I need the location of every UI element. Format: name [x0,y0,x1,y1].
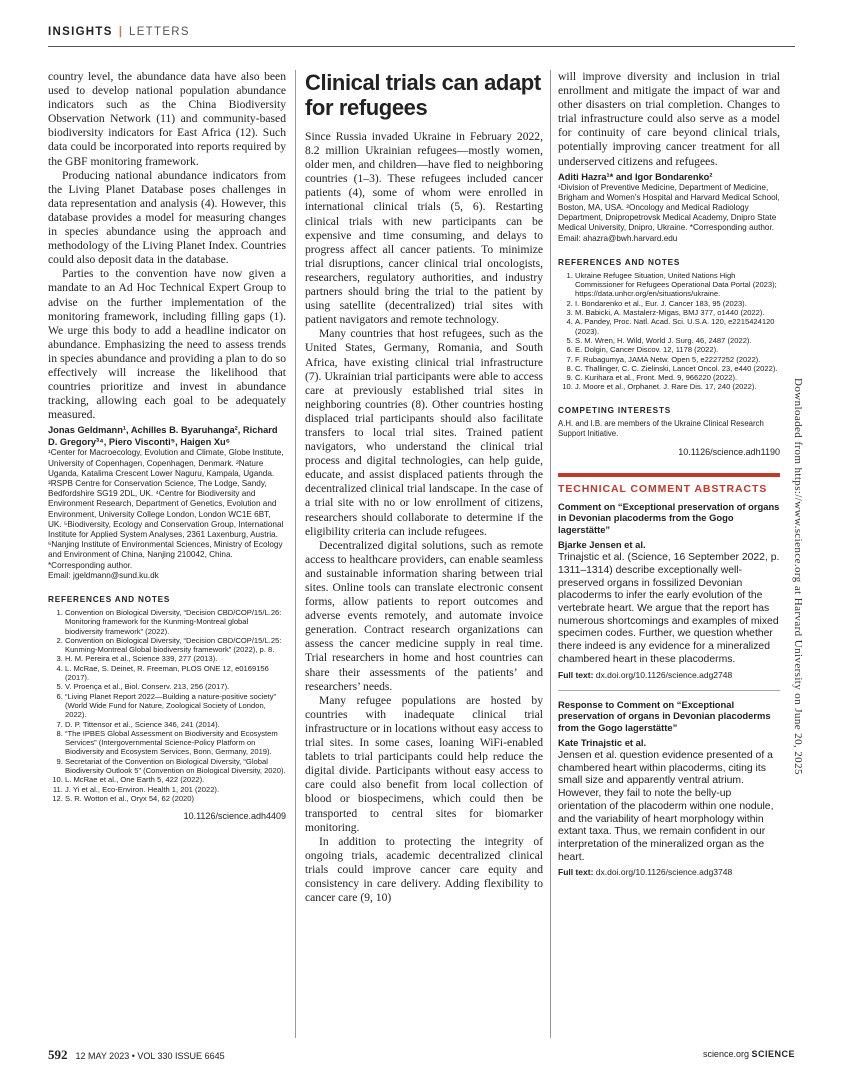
section-header [48,26,190,38]
paragraph: Parties to the convention have now given a mandate to an Ad Hoc Technical Expert Group to advise on the further implementation of the monitoring framework, including filling gaps (1). We urge this body to add a headline indicator on abundance. Emphasizing the need to assess trends in species abundance and providing a plan to do so effectively will increase the likelihood that countries prioritize and invest in abundance tracking, allowing each goal to be adequately measured. [48,267,286,422]
reference-item: 10. L. McRae et al., One Earth 5, 422 (2022). [65,775,286,784]
tca-abstract: Jensen et al. question evidence presented of a chambered heart within placoderms, citing its small size and apparently ventral atrium. However, they fail to note the belly-up orientation of the placoderm within one nodule, and the variability of heart morphology within extant taxa. Thus, we remain confident in our interpretation of the mineralized organ as the heart. [558,750,774,863]
reference-item: 2. I. Bondarenko et al., Eur. J. Cancer 183, 95 (2023). [575,299,780,308]
reference-item: 4. L. McRae, S. Deinet, R. Freeman, PLOS ONE 12, e0169156 (2017). [65,664,286,683]
tca-title: Comment on “Exceptional preservation of organs in Devonian placoderms from the Gogo lagerstätte” [558,500,780,535]
paragraph: Many refugee populations are hosted by countries with inadequate clinical trial infrastructure or in locations without easy access to trial sites. In some cases, loaning WiFi-enabled tablets to trial participants could help reduce the digital divide. Participants without easy access to care could also benefit from local collection of blood or biospecimens, which could then be transported to central sites for biomarker monitoring. [305,693,543,834]
tca-abstract: Trinajstic et al. (Science, 16 September 2022, p. 1311–1314) describe exceptionally well-preserved organs in fossilized Devonian placoderms to infer the early evolution of the vertebrate heart. We argue that the report has numerous shortcomings and examples of mixed specimen codes. Further, we question whether there indeed is any evidence for a mineralized chambered heart in these placoderms. [558,552,780,665]
reference-item: 4. A. Pandey, Proc. Natl. Acad. Sci. U.S.A. 120, e2215424120 (2023). [575,317,780,336]
reference-item: 7. F. Rubagumya, JAMA Netw. Open 5, e2227252 (2022). [575,355,780,364]
tca-author: Bjarke Jensen et al. [558,539,646,551]
column-divider [295,70,296,1038]
paragraph: Decentralized digital solutions, such as remote access to healthcare providers, can enable seamless and sustainable information sharing between trial sites. Online tools can translate electronic consent forms, allow patients to report outcomes and adverse events remotely, and automate invoice generation. Contract research organizations can assess the cancer medicine supply in real time. Trial researchers in home and host countries can share their assessments of the patients’ and researchers’ needs. [305,538,543,693]
full-text-link[interactable]: dx.doi.org/10.1126/science.adg2748 [595,669,733,680]
doi-link[interactable]: 10.1126/science.adh1190 [678,446,780,457]
reference-item: 8. C. Thallinger, C. C. Zielinski, Lancet Oncol. 23, e440 (2022). [575,364,780,373]
issue-info: 12 MAY 2023 • VOL 330 ISSUE 6645 [75,1051,225,1061]
reference-item: 3. H. M. Pereira et al., Science 339, 277 (2013). [65,654,286,663]
header-rule [48,46,795,47]
reference-item: 10. J. Moore et al., Orphanet. J. Rare Dis. 17, 240 (2022). [575,382,780,391]
reference-item: 12. S. R. Wotton et al., Oryx 54, 62 (2020) [65,794,286,803]
reference-item: 6. E. Dolgin, Cancer Discov. 12, 1178 (2022). [575,345,780,354]
reference-item: 7. D. P. Tittensor et al., Science 346, 241 (2014). [65,720,286,729]
column-divider [550,70,551,1038]
reference-item: 9. Secretariat of the Convention on Biological Diversity, “Global Biodiversity Outlook 5” (Convention on Biological Diversity, 2020). [65,757,286,776]
page-footer [48,1047,795,1063]
tca-title: Response to Comment on “Exceptional preservation of organs in Devonian placoderms from the Gogo lagerstätte” [558,698,771,733]
affiliations: ¹Center for Macroecology, Evolution and Climate, Globe Institute, University of Copenhagen, Copenhagen, Denmark. ²Nature Uganda, Katalima Crescent Lower Naguru, Kampala, Uganda. ³RSPB Centre for Conservation Science, The Lodge, Sandy, Bedfordshire SG19 2DL, UK. ⁴Centre for Biodiversity and Environment Research, Department of Genetics, Evolution and Environment, University College London, London WC1E 6BT, UK. ⁵Biodiversity, Ecology and Conservation Group, International Institute for Applied System Analyses, 2361 Laxenburg, Austria. ⁶Nanjing Institute of Environmental Sciences, Ministry of Ecology and Environment of China, Nanjing 210042, China. *Corresponding author. [48,448,284,570]
full-text-label: Full text: [558,669,594,680]
paragraph: will improve diversity and inclusion in trial enrollment and mitigate the impact of war and other disasters on trial completion. Changes to trial infrastructure could also serve as a model for continuity of care beyond clinical trials, potentially improving cancer treatment for all underserved citizens and refugees. [558,70,780,168]
article-title: Clinical trials can adapt for refugees [305,70,541,120]
full-text-link[interactable]: dx.doi.org/10.1126/science.adg3748 [595,867,733,878]
email[interactable]: Email: jgeldmann@sund.ku.dk [48,570,159,580]
references-heading: REFERENCES AND NOTES [558,257,681,267]
reference-item: 6. “Living Planet Report 2022—Building a nature-positive society” (World Wide Fund for Nature, Zoological Society of London, 2022). [65,692,286,720]
references-heading: REFERENCES AND NOTES [48,594,171,604]
competing-interests-heading: COMPETING INTERESTS [558,405,672,415]
full-text-line [558,670,780,680]
paragraph: country level, the abundance data have also been used to develop national population abundance indicators such as the China Biodiversity Observation Network (11) and community-based biodiversity indicators for East Africa (12). Such data could be incorporated into reports required by the GBF monitoring framework. [48,70,286,168]
page-number: 592 [48,1047,68,1062]
email[interactable]: Email: ahazra@bwh.harvard.edu [558,233,678,243]
subsection-label: LETTERS [129,26,190,38]
divider [558,690,780,691]
reference-list [558,271,780,392]
reference-item: 1. Ukraine Refugee Situation, United Nations High Commissioner for Refugees Operational Data Portal (2023); https://data.unhcr.org/en/situations/ukraine. [575,271,780,299]
tca-heading: TECHNICAL COMMENT ABSTRACTS [558,482,768,495]
competing-interests-text: A.H. and I.B. are members of the Ukraine Clinical Research Support Initiative. [558,418,764,438]
author-list: Jonas Geldmann¹, Achilles B. Byaruhanga², Richard D. Gregory³⁴, Piero Visconti⁵, Haigen Xu⁶ [48,425,278,448]
reference-item: 5. S. M. Wren, H. Wild, World J. Surg. 46, 2487 (2022). [575,336,780,345]
paragraph: Since Russia invaded Ukraine in February 2022, 8.2 million Ukrainian refugees—mostly women, older men, and children—have fled to neighboring countries (1–3). These refugees included cancer patients (4), some of whom were enrolled in international clinical trials (5, 6). Restarting clinical trials with new participants can be expensive and time consuming, and delays to progress affect all cancer patients. To minimize trial disruptions, cancer clinical trial oncologists, researchers, regulatory authorities, and industry partners should bring the trial to the patient by using satellite (decentralized) trial sites with patient navigators and remote technology. [305,130,543,327]
tca-author: Kate Trinajstic et al. [558,737,647,749]
author-list: Aditi Hazra¹* and Igor Bondarenko² [558,171,713,182]
reference-item: 8. “The IPBES Global Assessment on Biodiversity and Ecosystem Services” (Intergovernmental Science-Policy Platform on Biodiversity and Ecosystem Services, Bonn, Germany, 2019). [65,729,286,757]
full-text-label: Full text: [558,867,594,878]
affiliations: ¹Division of Preventive Medicine, Department of Medicine, Brigham and Women’s Hospital and Harvard Medical School, Boston, MA, USA. ²Oncology and Medical Radiology Department, Dnipropetrovsk Medical Academy, Dnipro State Medical University, Dnipro, Ukraine. *Corresponding author. [558,182,780,233]
section-rule [558,473,780,477]
site-link[interactable]: science.org [702,1049,749,1059]
download-watermark: Downloaded from https://www.science.org at Harvard University on June 20, 2025 [792,378,804,775]
column-1 [48,70,286,821]
reference-item: 1. Convention on Biological Diversity, “Decision CBD/COP/15/L.26: Monitoring framework for the Kunming-Montreal global biodiversity framework” (2022). [65,608,286,636]
footer-right [703,1049,795,1059]
header-separator: | [118,26,124,38]
reference-item: 5. V. Proença et al., Biol. Conserv. 213, 256 (2017). [65,682,286,691]
reference-item: 9. C. Kurihara et al., Front. Med. 9, 966220 (2022). [575,373,780,382]
reference-item: 2. Convention on Biological Diversity, “Decision CBD/COP/15/L.25: Kunming-Montreal Global biodiversity framework” (2022), p. 8. [65,636,286,655]
reference-list [48,608,286,803]
journal-name: SCIENCE [751,1049,795,1059]
column-3 [558,70,780,877]
column-2 [305,70,543,905]
section-label: INSIGHTS [48,26,113,38]
doi-link[interactable]: 10.1126/science.adh4409 [183,811,286,822]
reference-item: 11. J. Yi et al., Eco-Environ. Health 1, 201 (2022). [65,785,286,794]
paragraph: Many countries that host refugees, such as the United States, Germany, Romania, and South Africa, have existing clinical trial infrastructure (7). Ukrainian trial participants were able to access care at previously established trial sites in neighboring countries (8). Other countries hosting displaced trial participants should also facilitate transfers to local trial sites. Trained patient navigators, who understand the clinical trial process and digital technologies, can help guide, educate, and assist displaced patients through the decentralized clinical trial landscape. In the case of a trial site with no or low enrollment of citizens, researchers should collaborate to determine if the eligibility criteria can include refugees. [305,327,543,538]
paragraph: Producing national abundance indicators from the Living Planet Database poses challenges in data representation and analysis (4). However, this database provides a model for measuring changes in species abundance using the approach and methodology of the Living Planet Index. Countries could also deposit data in the database. [48,168,286,267]
reference-item: 3. M. Babicki, A. Mastalerz-Migas, BMJ 377, o1440 (2022). [575,308,780,317]
paragraph: In addition to protecting the integrity of ongoing trials, academic decentralized clinical trials could improve cancer care equity and consistency in care delivery. Adding flexibility to cancer care (9, 10) [305,834,543,905]
full-text-line [558,867,780,877]
